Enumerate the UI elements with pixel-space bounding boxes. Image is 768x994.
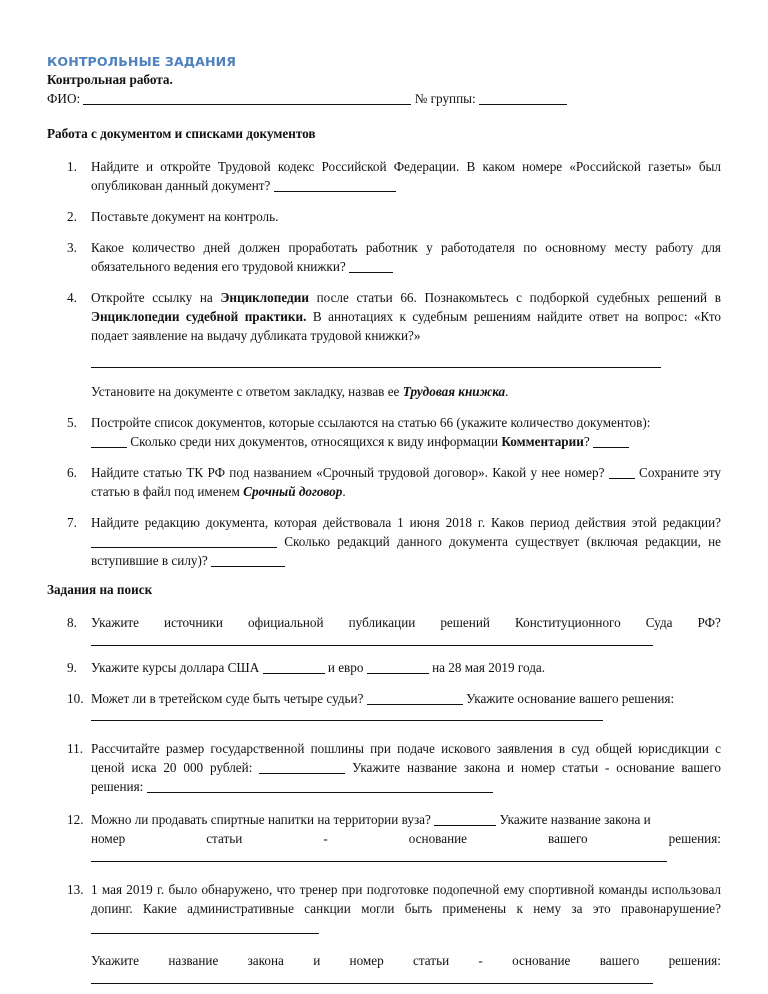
- task-12: [47, 810, 721, 862]
- task-number: 2.: [67, 209, 77, 224]
- task-11: [47, 739, 721, 796]
- answer-blank: [434, 812, 496, 826]
- task-text-cont: номер статьи - основание вашего решения:: [91, 831, 721, 846]
- answer-blank: [367, 660, 429, 674]
- task-text: Найдите и откройте Трудовой кодекс Российской Федерации. В каком номере «Российской газеты» был опубликован данный документ?: [91, 159, 721, 193]
- answer-blank: [91, 920, 319, 934]
- task-10: [47, 689, 721, 721]
- task-4: [47, 288, 721, 401]
- task-text: 1 мая 2019 г. было обнаружено, что тренер при подготовке подопечной ему спортивной команды использовал допинг. Какие административные санкции могли быть применены к нему за это правонарушение?: [91, 880, 721, 937]
- answer-line: [91, 706, 603, 721]
- fio-blank: [83, 91, 411, 105]
- answer-blank: [367, 691, 463, 705]
- answer-blank: [274, 178, 396, 192]
- answer-blank: [609, 465, 635, 479]
- task-number: 13.: [67, 882, 84, 897]
- answer-blank: [263, 660, 325, 674]
- document-page: [47, 53, 721, 984]
- task-number: 10.: [67, 691, 84, 706]
- task-2: [47, 207, 721, 226]
- group-label: № группы:: [414, 91, 476, 106]
- answer-blank: [91, 534, 277, 548]
- task-text-cont: Укажите название закона и номер статьи - основание вашего решения:: [91, 953, 721, 968]
- task-number: 7.: [67, 515, 77, 530]
- task-number: 3.: [67, 240, 77, 255]
- task-text: Откройте ссылку на Энциклопедии после статьи 66. Познакомьтесь с подборкой судебных решений в Энциклопедии судебной практики. В аннотациях к судебным решениям найдите ответ на вопрос: «Кто подает заявление на выдачу дубликата трудовой книжки?»: [91, 290, 722, 343]
- task-3: [47, 238, 721, 276]
- section-heading-documents: Работа с документом и списками документов: [47, 126, 316, 141]
- task-text: Какое количество дней должен проработать работник у работодателя по основному месту работу для обязательного ведения его трудовой книжки?: [91, 240, 721, 274]
- answer-blank: [211, 553, 285, 567]
- task-number: 12.: [67, 812, 84, 827]
- answer-blank: [593, 434, 629, 448]
- task-number: 5.: [67, 415, 77, 430]
- answer-blank: [349, 259, 393, 273]
- group-blank: [479, 91, 567, 105]
- task-8: [47, 613, 721, 646]
- task-list-documents: [47, 157, 721, 570]
- answer-blank: [147, 779, 493, 793]
- task-6: [47, 463, 721, 501]
- answer-line: [91, 847, 667, 862]
- task-number: 9.: [67, 660, 77, 675]
- fio-line: [47, 89, 721, 108]
- task-1: [47, 157, 721, 195]
- task-text: Можно ли продавать спиртные напитки на территории вуза? Укажите название закона и: [91, 812, 651, 827]
- task-text: Найдите статью ТК РФ под названием «Срочный трудовой договор». Какой у нее номер? Сохраните эту статью в файл под именем Срочный договор.: [91, 465, 721, 499]
- task-number: 1.: [67, 159, 77, 174]
- page-title: КОНТРОЛЬНЫЕ ЗАДАНИЯ: [47, 54, 237, 69]
- task-text: Укажите курсы доллара США и евро на 28 мая 2019 года.: [91, 660, 546, 675]
- task-number: 8.: [67, 615, 77, 630]
- bookmark-instruction: Установите на документе с ответом закладку, назвав ее Трудовая книжка.: [91, 384, 509, 399]
- task-list-search: [47, 613, 721, 984]
- task-number: 6.: [67, 465, 77, 480]
- task-text: Может ли в третейском суде быть четыре судьи? Укажите основание вашего решения:: [91, 691, 675, 706]
- task-text: Найдите редакцию документа, которая действовала 1 июня 2018 г. Каков период действия этой редакции? Сколько редакций данного документа существует (включая редакции, не вступившие в силу)?: [91, 515, 721, 568]
- task-text: Укажите источники официальной публикации решений Конституционного Суда РФ?: [91, 615, 721, 630]
- answer-line: [91, 353, 661, 368]
- answer-blank: [91, 434, 127, 448]
- answer-blank: [259, 760, 345, 774]
- subtitle: Контрольная работа.: [47, 72, 173, 87]
- fio-label: ФИО:: [47, 91, 81, 106]
- task-text: Рассчитайте размер государственной пошлины при подаче искового заявления в суд общей юрисдикции с ценой иска 20 000 рублей: Укажите название закона и номер статьи - основание вашего решения:: [91, 741, 722, 794]
- task-number: 4.: [67, 290, 77, 305]
- answer-line: [91, 969, 653, 984]
- section-heading-search: Задания на поиск: [47, 582, 153, 597]
- task-7: [47, 513, 721, 570]
- task-number: 11.: [67, 741, 83, 756]
- task-5: [47, 413, 721, 451]
- task-13: [47, 880, 721, 984]
- task-text: Поставьте документ на контроль.: [91, 209, 279, 224]
- task-9: [47, 658, 721, 677]
- answer-line: [91, 631, 653, 646]
- task-text: Постройте список документов, которые ссылаются на статью 66 (укажите количество документов): Сколько среди них документов, относящихся к виду информации Комментарии?: [91, 415, 651, 449]
